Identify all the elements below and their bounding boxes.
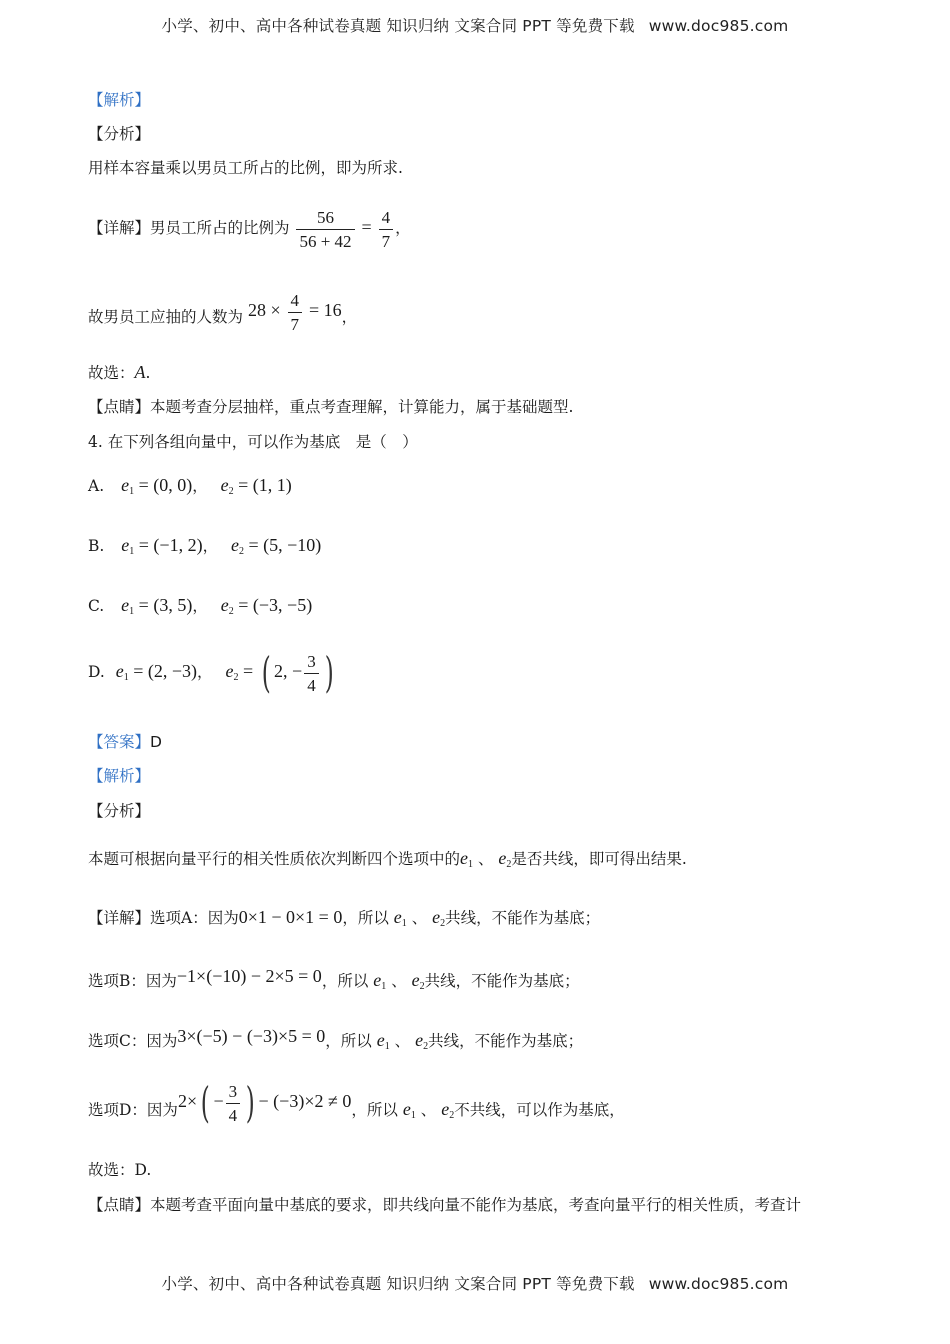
vec-e1: e	[460, 848, 469, 868]
left-paren: (	[200, 1078, 210, 1127]
detail-b-post: 共线，不能作为基底；	[424, 972, 580, 990]
vec-e2-sub: 2	[449, 1110, 455, 1121]
xiangjie-tag: 【详解】	[88, 909, 151, 927]
detail-d-expr-a: 2×	[177, 1091, 198, 1111]
vec-e1-sub: 1	[384, 1041, 390, 1052]
q3-fenxi-text: 用样本容量乘以男员工所占的比例，即为所求.	[88, 159, 403, 177]
comma: ，	[395, 219, 411, 237]
left-paren: (	[261, 648, 271, 697]
vec-e1: e	[115, 661, 124, 681]
answer-tag: 【答案】	[88, 733, 151, 751]
vec-e2-sub: 2	[419, 981, 425, 992]
detail-a-so: ，所以	[342, 909, 389, 927]
detail-b-so: ，所以	[321, 972, 369, 990]
period: .	[145, 364, 151, 382]
header-text: 小学、初中、高中各种试卷真题 知识归纳 文案合同 PPT 等免费下载	[161, 17, 635, 35]
detail-b-pre: 选项B：因为	[88, 972, 177, 990]
q4-option-b[interactable]: B. $e_1 = (-1$, 2)， $e_2 = (5$, −10)	[88, 535, 322, 557]
q4-guxuan: 故选：D.	[88, 1161, 152, 1179]
vec-e2-sub: 2	[423, 1041, 429, 1052]
vec-e2-sub: 2	[506, 859, 512, 870]
vec-e1-sub: 1	[123, 672, 129, 683]
q3-xiangjie-text: 男员工所占的比例为	[150, 219, 290, 237]
detail-c-pre: 选项C：因为	[88, 1032, 178, 1050]
detail-d-denominator: 4	[226, 1103, 241, 1125]
detail-d-minus: −	[213, 1091, 224, 1111]
dianjing-tag: 【点睛】	[88, 398, 151, 416]
vec-e2-sub: 2	[228, 606, 234, 617]
count-denominator: 7	[288, 312, 303, 334]
option-d-e1: = (2, −3)	[133, 661, 198, 681]
q3-guxuan	[88, 362, 150, 383]
vec-e2-sub: 2	[228, 486, 234, 497]
count-lhs: 28 ×	[247, 300, 281, 320]
vec-e1-sub: 1	[401, 918, 407, 929]
count-fraction	[288, 291, 303, 334]
answer-value: D	[150, 733, 162, 751]
vec-e1-sub: 1	[129, 606, 135, 617]
q4-answer	[88, 732, 162, 752]
vec-e1-sub: 1	[468, 859, 474, 870]
vec-e2: e	[225, 661, 234, 681]
comma: ，	[341, 308, 358, 326]
detail-d-numerator: 3	[228, 1081, 238, 1101]
vec-e2: e	[441, 1099, 450, 1119]
q3-jiexi-tag: 【解析】	[88, 91, 151, 109]
vec-e1: e	[121, 595, 130, 615]
q4-detail-c	[88, 1022, 583, 1061]
option-b-label: B.	[88, 537, 105, 555]
detail-c-so: ，所以	[325, 1032, 372, 1050]
simplified-numerator: 4	[381, 207, 391, 227]
vec-e1: e	[402, 1099, 411, 1119]
q3-count-text: 故男员工应抽的人数为	[88, 308, 244, 326]
vec-e2: e	[411, 970, 420, 990]
equals-sign: =	[361, 217, 372, 237]
vec-e1-sub: 1	[410, 1110, 416, 1121]
vec-e1: e	[376, 1030, 385, 1050]
vec-e2: e	[231, 535, 239, 555]
vec-e2: e	[415, 1030, 424, 1050]
detail-d-post: 不共线，可以作为基底，	[454, 1101, 625, 1119]
detail-d-pre: 选项D：因为	[88, 1101, 178, 1119]
q4-detail-a	[88, 905, 600, 936]
detail-a-pre: 选项A：因为	[150, 909, 239, 927]
count-numerator: 4	[290, 290, 300, 310]
vec-e1-sub: 1	[129, 546, 135, 557]
option-a-e1: = (0, 0)	[138, 475, 193, 495]
vec-e2: e	[220, 475, 229, 495]
ratio-numerator: 56	[317, 207, 335, 227]
option-b-e2: = (5, −10)	[248, 535, 322, 555]
detail-a-post: 共线，不能作为基底；	[445, 909, 601, 927]
detail-c-post: 共线，不能作为基底；	[428, 1032, 584, 1050]
fenxi-pre: 本题可根据向量平行的相关性质依次判断四个选项中的	[88, 850, 461, 868]
q4-detail-b	[88, 962, 580, 1001]
q4-option-c[interactable]: C. $e_1 = (3$, 5)， $e_2 = (-3$, −5)	[88, 595, 313, 617]
option-d-e2-eq: =	[242, 661, 258, 681]
vec-e1: e	[393, 907, 402, 927]
option-d-numerator: 3	[307, 651, 316, 671]
q4-stem: 4. 在下列各组向量中，可以作为基底 是（ ）	[88, 433, 418, 451]
detail-d-so: ，所以	[351, 1101, 398, 1119]
vec-e2-sub: 2	[440, 918, 446, 929]
simplified-denominator: 7	[379, 229, 394, 251]
ratio-fraction	[296, 208, 354, 251]
q4-option-a[interactable]: A. $e_1 = (0$, 0)， $e_2 = (1$, 1)	[88, 475, 292, 497]
vec-e2-sub: 2	[233, 672, 239, 683]
header-site-link[interactable]: www.doc985.com	[648, 17, 789, 35]
q4-option-d[interactable]: D. $e_1 = (2$, −3)， $e_2$ = ( 2, − $\frac{3}{4}$ )	[88, 648, 334, 697]
option-d-denominator: 4	[304, 673, 319, 695]
option-d-label: D.	[88, 663, 105, 681]
option-c-label: C.	[88, 597, 105, 615]
fenxi-post: 是否共线，即可得出结果.	[511, 850, 687, 868]
right-paren: )	[245, 1078, 255, 1127]
right-paren: )	[324, 648, 334, 697]
option-a-e2: = (1, 1)	[238, 475, 292, 495]
vec-e1-sub: 1	[129, 486, 135, 497]
separator: 、	[420, 1101, 437, 1119]
vec-e1: e	[121, 535, 130, 555]
q4-detail-d	[88, 1076, 625, 1141]
dianjing-text: 本题考查平面向量中基底的要求，即共线向量不能作为基底，考查向量平行的相关性质，考查计	[150, 1196, 802, 1214]
detail-b-expr: −1×(−10) − 2×5 = 0	[176, 966, 322, 986]
page-header	[0, 14, 950, 36]
q4-fenxi-tag: 【分析】	[88, 802, 151, 820]
q4-dianjing	[88, 1195, 801, 1215]
q3-fenxi-tag: 【分析】	[88, 125, 151, 143]
vec-e1: e	[373, 970, 382, 990]
separator: 、	[411, 909, 428, 927]
option-c-e2: = (−3, −5)	[238, 595, 313, 615]
q4-fenxi-text	[88, 846, 687, 877]
option-a-label: A.	[88, 477, 105, 495]
option-c-e1: = (3, 5)	[138, 595, 193, 615]
detail-d-fraction	[226, 1082, 241, 1125]
detail-a-expr: 0×1 − 0×1 = 0	[238, 907, 343, 927]
dianjing-tag: 【点睛】	[88, 1196, 151, 1214]
separator: 、	[477, 850, 494, 868]
vec-e2: e	[432, 907, 441, 927]
detail-d-expr-b: − (−3)×2 ≠ 0	[258, 1091, 352, 1111]
dianjing-text: 本题考查分层抽样，重点考查理解，计算能力，属于基础题型.	[150, 398, 574, 416]
q4-jiexi-tag: 【解析】	[88, 767, 151, 785]
vec-e2: e	[220, 595, 229, 615]
vec-e2: e	[498, 848, 507, 868]
vec-e1: e	[121, 475, 130, 495]
ratio-simplified	[379, 208, 394, 251]
q3-xiangjie	[88, 202, 411, 253]
footer-site-link[interactable]: www.doc985.com	[648, 1275, 789, 1293]
detail-c-expr: 3×(−5) − (−3)×5 = 0	[177, 1026, 326, 1046]
guxuan-answer: A	[134, 362, 146, 382]
footer-text: 小学、初中、高中各种试卷真题 知识归纳 文案合同 PPT 等免费下载	[161, 1275, 635, 1293]
q3-xiangjie-tag: 【详解】	[88, 219, 151, 237]
option-d-e2-fraction	[304, 652, 319, 695]
vec-e1-sub: 1	[381, 981, 387, 992]
option-d-e2-first: 2, −	[274, 661, 303, 681]
page-footer	[0, 1272, 950, 1294]
q3-count	[88, 285, 357, 342]
ratio-denominator: 56 + 42	[296, 229, 354, 251]
separator: 、	[394, 1032, 411, 1050]
guxuan-label: 故选：	[88, 364, 135, 382]
q3-dianjing	[88, 397, 573, 417]
vec-e2-sub: 2	[239, 546, 244, 557]
separator: 、	[391, 972, 407, 990]
option-b-e1: = (−1, 2)	[138, 535, 203, 555]
count-rhs: = 16	[308, 300, 342, 320]
